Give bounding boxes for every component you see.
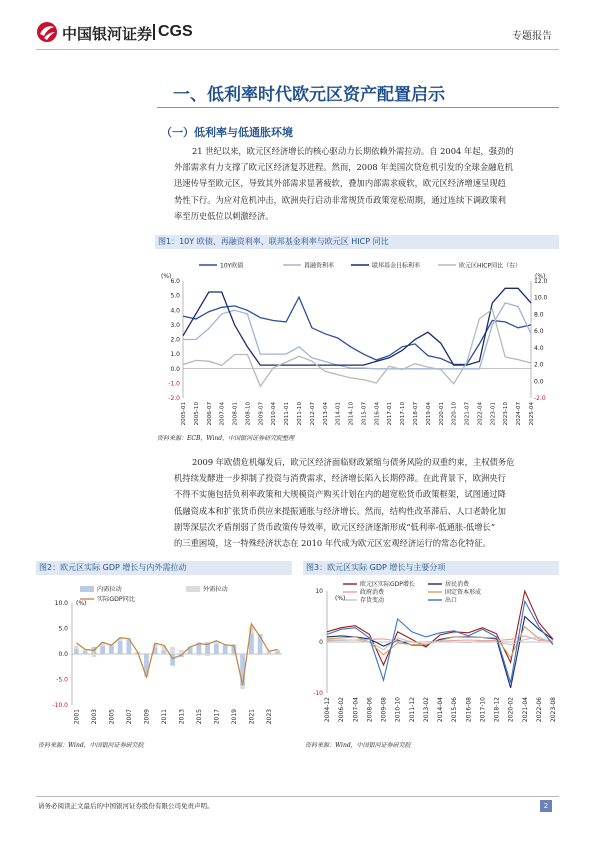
x-tick-label: 2023-10 xyxy=(503,402,510,426)
bar xyxy=(161,650,166,654)
x-tick-label: 2015-07 xyxy=(361,402,368,426)
legend-label: 居民消费 xyxy=(445,581,470,589)
figure-1-title: 图1：10Y 欧债、再融资利率、联邦基金利率与欧元区 HICP 同比 xyxy=(158,237,389,246)
y-tick-right: 12.0 xyxy=(534,278,548,285)
bar xyxy=(214,644,219,654)
x-tick-label: 2013-04 xyxy=(322,402,329,426)
y-tick: -5.0 xyxy=(56,676,68,684)
legend-label: 实际GDP同比 xyxy=(97,596,136,604)
legend-label: 欧元区实际GDP增长 xyxy=(360,581,415,589)
paragraph-line: 低融资成本和扩张货币供应来提振通胀与经济增长。然而，结构性改革滞后、人口老龄化加 xyxy=(174,505,506,516)
x-tick-label: 2017-10 xyxy=(479,697,487,723)
x-tick-label: 2006-07 xyxy=(206,402,213,426)
x-tick-label: 2016-08 xyxy=(465,697,473,723)
x-tick-label: 2020-10 xyxy=(451,402,458,426)
x-tick-label: 2022-04 xyxy=(477,402,484,426)
series-line xyxy=(327,617,553,688)
x-tick-label: 2024-07 xyxy=(516,402,523,426)
bar xyxy=(240,686,245,689)
series-line xyxy=(183,288,531,365)
x-tick-label: 2020-02 xyxy=(507,697,515,723)
y-tick-left: -2.0 xyxy=(168,395,180,402)
x-tick-label: 2017-01 xyxy=(387,402,394,426)
y-tick-left: 4.0 xyxy=(170,307,180,315)
x-tick-label: 2019-04 xyxy=(425,402,432,426)
legend-label: 欧元区HICP同比（右） xyxy=(459,262,522,270)
y-tick: -10.0 xyxy=(52,702,68,709)
legend-label: 出口 xyxy=(445,597,458,605)
x-tick-label: 2008-06 xyxy=(366,697,374,723)
x-tick-label: 2005-10 xyxy=(193,402,200,426)
figure-2-chart xyxy=(36,577,292,737)
x-tick-label: 2010-10 xyxy=(394,697,402,723)
bar xyxy=(118,641,123,654)
bar xyxy=(196,654,201,656)
paragraph-line: 率至历史低位以刺激经济。 xyxy=(174,210,274,221)
legend-label: 政府消费 xyxy=(360,589,385,597)
x-tick-label: 2007-04 xyxy=(219,402,226,426)
legend-label: 固定资本形成 xyxy=(445,589,482,597)
section-title: 一、低利率时代欧元区资产配置启示 xyxy=(173,85,445,105)
y-tick-right: 2.0 xyxy=(534,361,544,369)
figure-1-source: 资料来源：ECB，Wind，中国银河证券研究院整理 xyxy=(157,435,295,442)
report-type: 专题报告 xyxy=(512,31,552,42)
legend-label: 存货变动 xyxy=(360,597,385,605)
bar xyxy=(109,654,114,655)
x-tick-label: 2013 xyxy=(178,709,186,725)
x-tick-label: 2004-12 xyxy=(324,697,331,723)
x-tick-label: 2023-08 xyxy=(550,697,557,723)
y-tick-right: 8.0 xyxy=(534,311,544,319)
x-tick-label: 2012-07 xyxy=(309,402,316,426)
y-tick-right: 4.0 xyxy=(534,344,544,352)
x-tick-label: 2011-12 xyxy=(408,697,416,723)
figure-3-chart xyxy=(303,577,559,737)
x-tick-label: 2014-01 xyxy=(335,402,342,426)
bar xyxy=(223,645,228,654)
x-tick-label: 2025-04 xyxy=(529,402,535,426)
bar xyxy=(266,653,271,654)
y-tick-left: 1.0 xyxy=(170,351,180,359)
y-tick-left: 2.0 xyxy=(170,336,180,344)
bar xyxy=(74,649,79,654)
legend-label: 10Y欧债 xyxy=(220,262,244,270)
bar xyxy=(205,654,210,656)
header xyxy=(0,0,595,43)
figure-1-chart xyxy=(155,251,559,431)
y-tick-right: 0.0 xyxy=(534,378,544,386)
x-tick-label: 2019 xyxy=(230,709,238,725)
y-tick: 0.0 xyxy=(58,651,68,658)
figure-2-source: 资料来源：Wind，中国银河证券研究院 xyxy=(38,742,144,749)
x-tick-label: 2007-04 xyxy=(352,697,360,723)
figure-3-title-bar xyxy=(303,561,559,575)
y-tick-left: 6.0 xyxy=(170,278,180,285)
x-tick-label: 2023-01 xyxy=(490,402,497,426)
legend-label: 联邦基金目标利率 xyxy=(372,262,421,270)
legend-swatch xyxy=(186,586,200,592)
paragraph-line: 迅速传导至欧元区，导致其外部需求显著疲软，叠加内部需求疲软，欧元区经济增速呈现趋 xyxy=(174,178,506,189)
logo-en-text: CGS xyxy=(158,23,193,40)
y-axis-unit-right: (%) xyxy=(535,273,546,280)
legend-swatch xyxy=(80,586,94,592)
x-tick-label: 2007 xyxy=(125,709,133,725)
x-tick-label: 2021 xyxy=(248,709,256,725)
x-tick-label: 2008-01 xyxy=(232,402,239,426)
paragraph-2 xyxy=(174,454,554,551)
legend-label: 内需拉动 xyxy=(97,586,122,594)
y-tick: 10.0 xyxy=(54,600,68,607)
x-tick-label: 2009-07 xyxy=(258,402,265,426)
x-tick-label: 2014-10 xyxy=(348,402,355,426)
x-tick-label: 2021-04 xyxy=(521,697,529,723)
y-tick: 0 xyxy=(319,639,323,646)
series-line xyxy=(183,303,531,369)
y-tick-left: 0.0 xyxy=(170,365,180,373)
paragraph-line: 21 世纪以来，欧元区经济增长的核心驱动力长期依赖外需拉动。自 2004 年起，强劲的 xyxy=(192,146,514,156)
bar xyxy=(74,646,79,649)
section-title-rule xyxy=(157,107,559,108)
footer-divider xyxy=(36,796,559,797)
bar xyxy=(100,646,105,654)
header-divider xyxy=(36,49,559,50)
y-tick-left: 5.0 xyxy=(170,292,180,300)
x-tick-label: 2009 xyxy=(143,709,151,725)
paragraph-1 xyxy=(174,143,554,224)
y-tick-left: -1.0 xyxy=(168,380,180,388)
y-axis-unit: (%) xyxy=(335,595,346,602)
footer-disclaimer: 请务必阅读正文最后的中国银河证券股份有限公司免责声明。 xyxy=(38,802,214,810)
paragraph-line: 2009 年欧债危机爆发后，欧元区经济面临财政紧缩与债务风险的双重约束，主权债务危 xyxy=(192,457,515,467)
page-number: 2 xyxy=(540,800,552,812)
x-tick-label: 2015 xyxy=(195,709,203,725)
bar xyxy=(91,654,96,657)
x-tick-label: 2005 xyxy=(108,709,116,725)
y-tick: 5.0 xyxy=(58,625,68,633)
x-tick-label: 2008-10 xyxy=(245,402,252,426)
x-tick-label: 2016-04 xyxy=(374,402,381,426)
paragraph-line: 机持续发酵进一步抑制了投资与消费需求，经济增长陷入长期停滞。在此背景下，欧洲央行 xyxy=(174,473,506,484)
y-tick-right: 6.0 xyxy=(534,328,544,336)
paragraph-line: 势性下行。为应对危机冲击，欧洲央行启动非常规货币政策宽松周期，通过连续下调政策利 xyxy=(174,194,506,205)
series-line xyxy=(183,309,531,386)
x-tick-label: 2017 xyxy=(213,709,221,725)
figure-2-title-bar xyxy=(36,561,292,575)
x-tick-label: 2014-04 xyxy=(437,697,444,723)
x-tick-label: 2001 xyxy=(73,709,81,725)
x-tick-label: 2017-10 xyxy=(400,402,407,426)
cgs-logo-icon xyxy=(36,21,58,43)
y-tick-left: 3.0 xyxy=(170,321,180,329)
x-tick-label: 2018-07 xyxy=(413,402,419,426)
y-tick-right: -2.0 xyxy=(534,395,546,402)
x-tick-label: 2022-06 xyxy=(535,697,543,723)
figure-3-source: 资料来源：Wind，中国银河证券研究院 xyxy=(305,742,411,749)
logo-divider xyxy=(153,24,155,40)
bar xyxy=(109,645,114,654)
x-tick-label: 2005-01 xyxy=(181,402,187,426)
x-tick-label: 2020-01 xyxy=(438,402,445,426)
x-tick-label: 2023 xyxy=(265,709,273,725)
legend-label: 外需拉动 xyxy=(203,586,228,594)
x-tick-label: 2006-02 xyxy=(338,697,346,723)
section-subtitle: （一）低利率与低通胀环境 xyxy=(161,126,293,139)
bar xyxy=(83,651,88,654)
x-tick-label: 2011-01 xyxy=(284,402,291,426)
paragraph-line: 不得不实施包括负利率政策和大规模资产购买计划在内的超宽松货币政策框架，试图通过降 xyxy=(174,489,506,500)
series-line xyxy=(76,624,277,685)
figure-1-title-bar xyxy=(155,235,559,249)
legend-label: 再融资利率 xyxy=(304,262,335,270)
bar xyxy=(275,651,280,654)
x-tick-label: 2010-04 xyxy=(271,402,278,426)
y-tick: -10 xyxy=(313,690,323,697)
x-tick-label: 2011-10 xyxy=(297,402,303,426)
paragraph-line: 剧等深层次矛盾削弱了货币政策传导效率，欧元区经济逐渐形成“低利率-低通胀-低增长” xyxy=(174,521,496,532)
y-axis-unit: (%) xyxy=(76,600,87,607)
paragraph-line: 外部需求有力支撑了欧元区经济复苏进程。然而，2008 年美国次贷危机引发的全球金融危机 xyxy=(174,162,514,173)
x-tick-label: 2009-08 xyxy=(380,697,388,723)
y-tick-right: 10.0 xyxy=(534,294,548,302)
figure-3-title: 图3：欧元区实际 GDP 增长与主要分项 xyxy=(306,563,446,572)
y-axis-unit-left: (%) xyxy=(161,273,172,280)
x-tick-label: 2003 xyxy=(90,709,98,725)
bar xyxy=(258,654,263,655)
x-tick-label: 2015-06 xyxy=(451,697,459,723)
figure-2-title: 图2：欧元区实际 GDP 增长与内外需拉动 xyxy=(39,563,187,572)
paragraph-line: 的三重困境，这一特殊经济状态在 2010 年代成为欧元区宏观经济运行的常态化特征。 xyxy=(174,538,491,549)
x-tick-label: 2018-12 xyxy=(493,697,501,723)
logo-cn-text: 中国银河证券 xyxy=(62,25,153,43)
x-tick-label: 2013-02 xyxy=(422,697,430,723)
bar xyxy=(170,647,175,654)
y-tick: 10 xyxy=(315,588,323,595)
x-tick-label: 2011 xyxy=(160,709,168,725)
x-tick-label: 2021-07 xyxy=(464,402,471,426)
